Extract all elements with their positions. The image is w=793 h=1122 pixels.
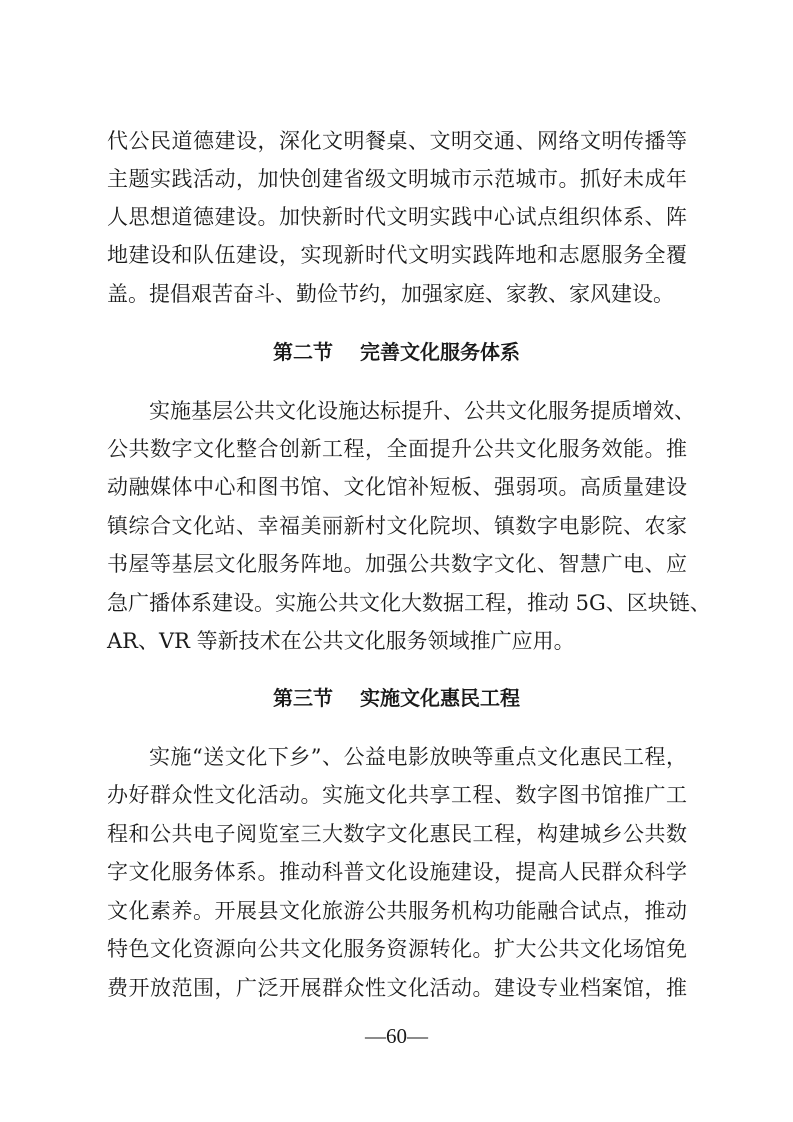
- paragraph-line: 代公民道德建设，深化文明餐桌、文明交通、网络文明传播等: [107, 129, 687, 153]
- paragraph-line: 书屋等基层文化服务阵地。加强公共数字文化、智慧广电、应: [107, 552, 687, 576]
- paragraph-line: 人思想道德建设。加快新时代文明实践中心试点组织体系、阵: [107, 205, 687, 229]
- section-heading: 第三节 实施文化惠民工程: [273, 686, 520, 710]
- paragraph-line: AR、VR 等新技术在公共文化服务领域推广应用。: [107, 629, 575, 653]
- paragraph-line: 动融媒体中心和图书馆、文化馆补短板、强弱项。高质量建设: [107, 475, 687, 499]
- paragraph-line: 实施基层公共文化设施达标提升、公共文化服务提质增效、: [149, 399, 695, 423]
- paragraph-line: 字文化服务体系。推动科普文化设施建设，提高人民群众科学: [107, 860, 687, 884]
- paragraph-line: 镇综合文化站、幸福美丽新村文化院坝、镇数字电影院、农家: [107, 514, 687, 538]
- paragraph-line: 公共数字文化整合创新工程，全面提升公共文化服务效能。推: [107, 437, 687, 461]
- section-heading: 第二节 完善文化服务体系: [273, 340, 520, 364]
- paragraph-line: 办好群众性文化活动。实施文化共享工程、数字图书馆推广工: [107, 783, 687, 807]
- paragraph-line: 盖。提倡艰苦奋斗、勤俭节约，加强家庭、家教、家风建设。: [107, 282, 674, 306]
- paragraph-line: 特色文化资源向公共文化服务资源转化。扩大公共文化场馆免: [107, 937, 687, 961]
- paragraph-line: 地建设和队伍建设，实现新时代文明实践阵地和志愿服务全覆: [107, 243, 687, 267]
- paragraph-line: 文化素养。开展县文化旅游公共服务机构功能融合试点，推动: [107, 899, 687, 923]
- paragraph-line: 实施“送文化下乡”、公益电影放映等重点文化惠民工程，: [149, 745, 687, 769]
- paragraph-line: 主题实践活动，加快创建省级文明城市示范城市。抓好未成年: [107, 167, 687, 191]
- paragraph-line: 急广播体系建设。实施公共文化大数据工程，推动 5G、区块链、: [107, 591, 711, 615]
- page-number: —60—: [365, 1024, 428, 1048]
- paragraph-line: 费开放范围，广泛开展群众性文化活动。建设专业档案馆，推: [107, 976, 687, 1000]
- paragraph-line: 程和公共电子阅览室三大数字文化惠民工程，构建城乡公共数: [107, 822, 687, 846]
